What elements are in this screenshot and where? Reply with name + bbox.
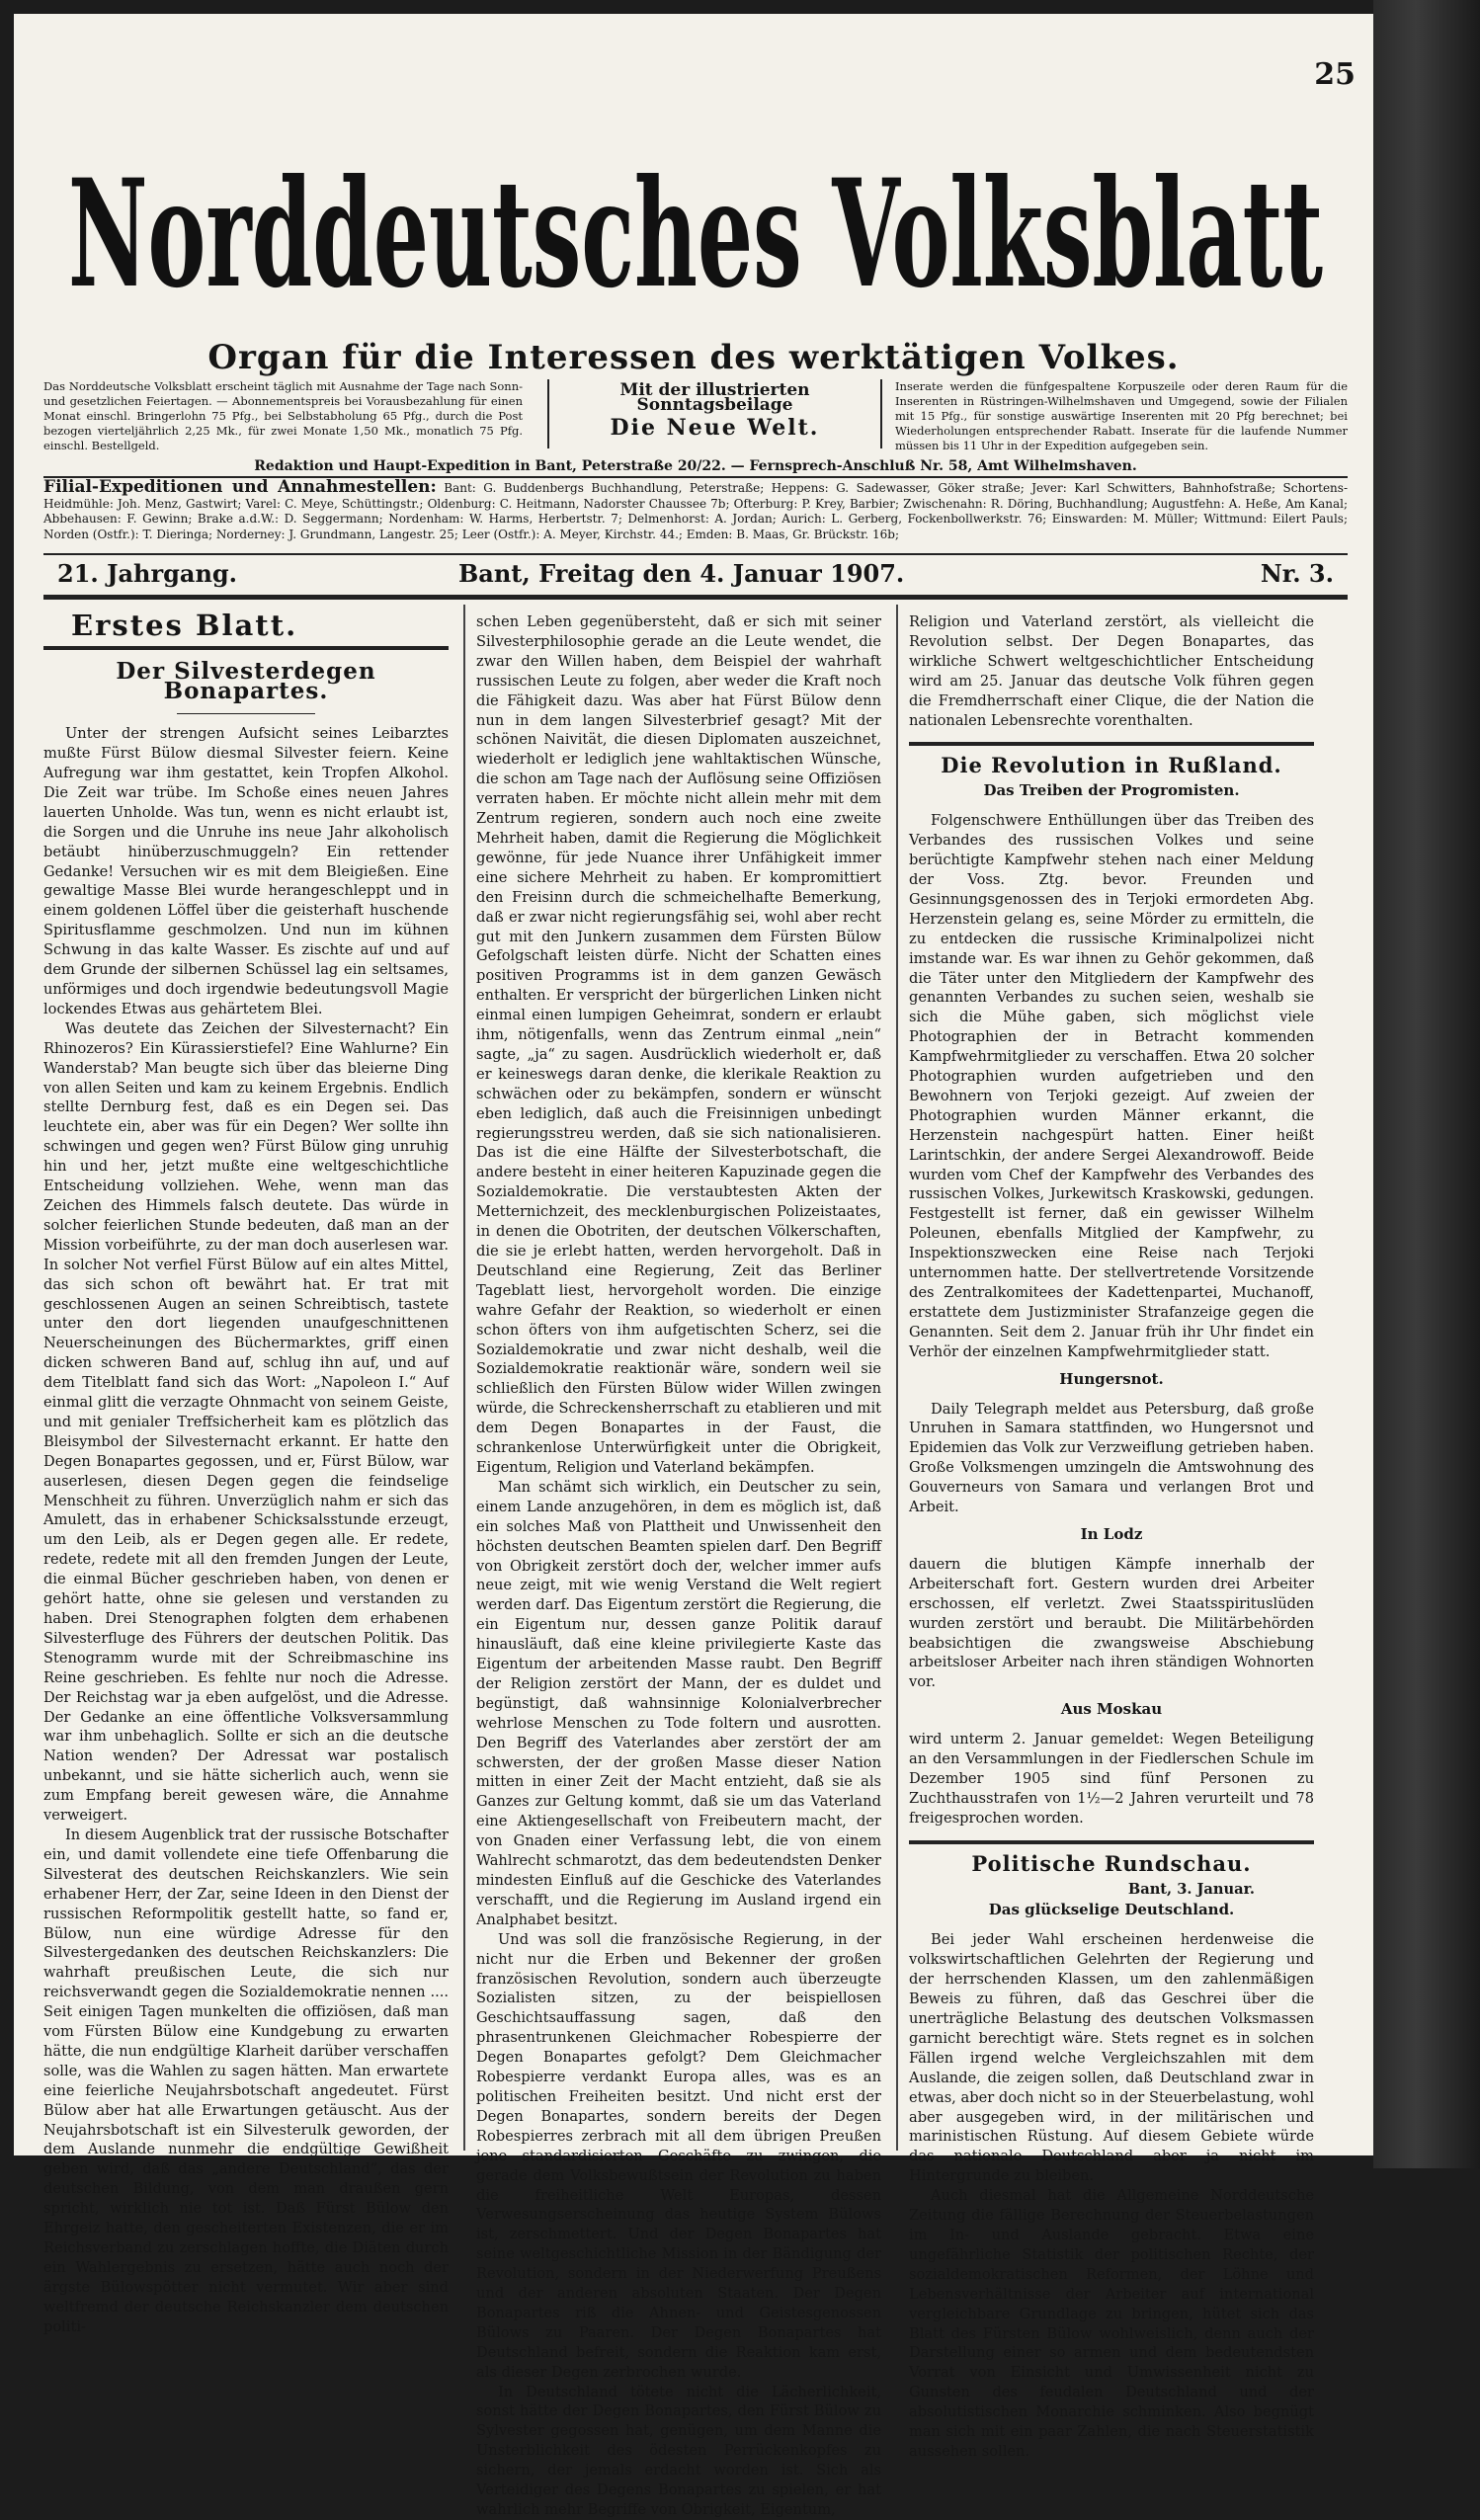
info-bar (43, 379, 1348, 484)
page-number: 25 (1314, 57, 1356, 92)
article-paragraph: dauern die blutigen Kämpfe innerhalb der Arbeiterschaft fort. Gestern wurden drei Arbeiter erschossen, elf verletzt. Zwei Staatsspirituslüden wurden zerstört und beraubt. Die Militärbehörden beabsichtigen die zwangsweise Abschiebung arbeitsloser Arbeiter nach ihren ständigen Wohnorten vor. (909, 1555, 1314, 1691)
section-title: Erstes Blatt. (71, 609, 298, 642)
divider-thick (43, 646, 449, 650)
article-paragraph: Daily Telegraph meldet aus Petersburg, daß große Unruhen in Samara stattfinden, wo Hungersnot und Epidemien das Volk zur Verzweiflung getrieben haben. Große Volksmengen umzingeln die Amtswohnung des Gouverneurs von Samara und verlangen Brot und Arbeit. (909, 1400, 1314, 1516)
sunday-supplement (547, 379, 882, 448)
article-paragraph: Auch diesmal hat die Allgemeine Norddeutsche Zeitung die fällige Berechnung der Steuerbelastungen im In- und Auslande gebracht. Etwa eine ungefährliche Statistik der politischen Rechte, der sozialdemokratischen Reformen, der Löhne und Lebensverhältnisse der Arbeiter auf international vergleichbare Grundlage zu bringen, hütet sich das Blatt des Fürsten Bülow wohlweislich, denn auch der Darstellung einer so armen und dem bedeutendsten Vorrat von Einsicht und Umwissenheit nicht zu Gunsten des feudalen Deutschland und der absolutistischen Monarchie schminken. Also begnügt man sich mit ein paar Zahlen, die nach Steuerstatistik aussehen sollen. (909, 2187, 1314, 2460)
column-3 (909, 612, 1314, 2460)
branch-offices (43, 477, 1349, 549)
article-paragraph: Folgenschwere Enthüllungen über das Treiben des Verbandes des russischen Volkes und seine berüchtigte Kampfwehr stehen nach einer Meldung der Voss. Ztg. bevor. Freunden und Gesinnungsgenossen des in Terjoki ermordeten Abg. Herzenstein gelang es, seine Mörder zu ermitteln, die zu entdecken die russische Kriminalpolizei nicht imstande war. Es war ihnen zu Gehör gekommen, daß die Täter unter den Mitgliedern der Kampfwehr des genannten Verbandes zu suchen seien, weshalb sie sich die Mühe gaben, sich möglichst viele Photographien der in Betracht kommenden Kampfwehrmitglieder zu verschaffen. Etwa 20 solcher Photographien wurden aufgetrieben und den Bewohnern von Terjoki gezeigt. Auf zweien der Photographien wurden Männer erkannt, die Herzenstein nachgespürt hatten. Einer heißt Larintschkin, der andere Sergei Alexandrowoff. Beide wurden vom Chef der Kampfwehr des Verbandes des russischen Volkes, Jurkewitsch Kraskowski, gedungen. Festgestellt ist ferner, daß ein gewisser Wilhelm Poleunen, ebenfalls Mitglied der Kampfwehr, zu Inspektionszwecken eine Reise nach Terjoki unternommen hatte. Der stellvertretende Vorsitzende des Zentralkomitees der Kadettenpartei, Muchanoff, erstattete dem Justizminister Strafanzeige gegen die Genannten. Seit dem 2. Januar früh ihr Uhr findet ein Verhör der einzelnen Kampfwehrmitglieder statt. (909, 812, 1314, 1360)
svg-text:Norddeutsches Volksblatt: Norddeutsches Volksblatt (68, 147, 1323, 321)
masthead-subtitle: Organ für die Interessen des werktätigen Volkes. (207, 338, 1180, 377)
article-subheadline: Das glückselige Deutschland. (988, 1901, 1235, 1919)
divider-box (909, 1840, 1314, 1844)
article-paragraph: In diesem Augenblick trat der russische Botschafter ein, und damit vollendete eine tiefe Offenbarung die Silvesterat des deutschen Reichskanzlers. Wie sein erhabener Herr, der Zar, seine Ideen in den Dienst der russischen Reformpolitik gestellt hatte, so fand er, Bülow, nun eine würdige Adresse für den Silvestergedanken des deutschen Reichskanzlers: Die wahrhaft preußischen Leute, die sich nur reichsverwandt gegen die Sozialdemokratie nennen .... Seit einigen Tagen munkelten die offiziösen, daß man vom Fürsten Bülow eine Kundgebung zu erwarten hätte, die nun endgültige Klarheit darüber verschaffen solle, was die Wahlen zu sagen hätten. Man erwartete eine feierliche Neujahrsbotschaft angedeutet. Fürst Bülow aber hat alle Erwartungen getäuscht. Aus der Neujahrsbotschaft ist ein Silvesterulk geworden, der dem Auslande nunmehr die endgültige Gewißheit geben wird, daß das „andere Deutschland“, das der deutschen Bildung, von dem man draußen gern spricht, wirklich nie tot ist. Daß Fürst Bülow den Ehrgeiz hatte, den gescheiterten Existenzen, die er im Reichsverband zu zerschlagen hoffte, die Diäten durch ein Wahlergebnis zu ersetzen, hätte auch noch der ärgste Bülowspötter nicht vermutet. Wir aber sind weltfremd der deutsche Reichskanzler dem deutschen politi- (43, 1826, 449, 2335)
issue-number: Nr. 3. (1260, 559, 1334, 588)
volume-label: 21. Jahrgang. (57, 559, 238, 588)
article-paragraph: Und was soll die französische Regierung, in der nicht nur die Erben und Bekenner der großen französischen Revolution, sondern auch überzeugte Sozialisten sitzen, zu der beispiellosen Geschichtsauffassung sagen, daß den phrasentrunkenen Gleichmacher Robespierre der Degen Bonapartes gefolgt? Dem Gleichmacher Robespierre verdankt Europa alles, was es an politischen Freiheiten besitzt. Und nicht erst der Degen Bonapartes, sondern bereits der Degen Robespierres zerbrach mit all dem übrigen Preußen jene standardisierten Geschäfte zu zwingen, die gerade dem Volksbewußtsein der Revolution zu haben die freiheitliche Welt Europas, dessen Verwesungserscheinung das heutige System Bülows ist, zerschmettert. Und der Degen Bonapartes hat seine weltgeschichtliche Mission in der Bändigung der Revolution, sondern in der Niederwerfung Preußens und der anderen absoluten Staaten. Der Degen Bonapartes riß die Ahnen- und Geistesgenossen Bülows zu Paaren. Der Degen Bonapartes hat Deutschland befreit, sondern die Reaktion kam erst, als dieser Degen zerbrochen wurde. (476, 1930, 881, 2381)
column-rule (463, 605, 465, 2151)
advertising-info: Inserate werden die fünfgespaltene Korpuszeile oder deren Raum für die Inserenten in Rüstringen-Wilhelmshaven und Umgegend, sowie der Filialen mit 15 Pfg., für sonstige auswärtige Inserenten mit 20 Pfg berechnet; bei Wiederholungen entsprechender Rabatt. Inserate für die laufende Nummer müssen bis 11 Uhr in der Expedition aufgegeben sein. (895, 379, 1348, 452)
article-headline: Die Revolution in Rußland. (941, 753, 1282, 778)
branch-offices-heading: Filial-Expeditionen und Annahmestellen: (43, 477, 437, 497)
column-2 (476, 612, 881, 2518)
article-paragraph: schen Leben gegenübersteht, daß er sich mit seiner Silvesterphilosophie gerade an die Leute wendet, die zwar den Willen haben, dem Beispiel der wahrhaft russischen Leute zu folgen, aber weder die Kraft noch die Fähigkeit dazu. Was aber hat Fürst Bülow denn nun in dem langen Silvesterbrief gesagt? Mit der schönen Naivität, die diesen Diplomaten auszeichnet, wiederholt er lediglich jene wahltaktischen Wünsche, die schon am Tage nach der Auflösung seine Offiziösen verraten haben. Er möchte nicht allein mehr mit dem Zentrum regieren, sondern auch noch eine zweite Mehrheit haben, damit die Regierung die Möglichkeit gewönne, für jede Nuance ihrer Unfähigkeit immer eine sichere Mehrheit zu haben. Er kompromittiert den Freisinn durch die schmeichelhafte Bemerkung, daß er zwar nicht regierungsfähig sei, wohl aber recht gut mit den Junkern zusammen dem Fürsten Bülow Gefolgschaft leisten dürfe. Nicht der Schatten eines positiven Programms ist in dem ganzen Gewäsch enthalten. Er verspricht der bürgerlichen Linken nicht einmal einen lumpigen Geheimrat, sondern er erlaubt ihm, nötigenfalls, wenn das Zentrum einmal „nein“ sagte, „ja“ zu sagen. Ausdrücklich wiederholt er, daß er keineswegs daran denke, die klerikale Reaktion zu schwächen oder zu bekämpfen, sondern er wünscht eben lediglich, daß auch die Freisinnigen unbedingt regierungsstreu werden, daß sie sich nationalisieren. Das ist die eine Hälfte der Silvesterbotschaft, die andere besteht in einer heiteren Kapuzinade gegen die Sozialdemokratie. Die verstaubtesten Akten der Metternichzeit, des mecklenburgischen Polizeistaates, in denen die Obotriten, der deutschen Völkerschaften, die sie je erlebt hatten, werden hervorgeholt. Daß in Deutschland eine Regierung, Zeit das Berliner Tageblatt liest, hervorgeholt worden. Die einzige wahre Gefahr der Reaktion, so wiederholt er einen schon öfters von ihm aufgetischten Scherz, sei die Sozialdemokratie und zwar nicht deshalb, weil die Sozialdemokratie reaktionär wäre, sondern weil sie schließlich den Fürsten Bülow wider Willen zwingen würde, die Schreckensherrschaft zu etablieren und mit dem Degen Bonapartes in der Faust, die schrankenlose Unterwürfigkeit unter die Obrigkeit, Eigentum, Religion und Vaterland bekämpfen. (476, 613, 881, 1476)
binding-spine (1373, 0, 1480, 2168)
column-rule (896, 605, 898, 2151)
supplement-line: Mit der illustrierten Sonntagsbeilage (619, 380, 810, 415)
divider-box (909, 742, 1314, 746)
article-paragraph: Man schämt sich wirklich, ein Deutscher zu sein, einem Lande anzugehören, in dem es möglich ist, daß ein solches Maß von Plattheit und Unwissenheit den höchsten deutschen Beamten spielen darf. Den Begriff von Obrigkeit zerstört doch der, welcher immer aufs neue zeigt, mit wie wenig Verstand die Welt regiert werden darf. Das Eigentum zerstört die Regierung, die ein Eigentum nur, dessen ganze Politik darauf hinausläuft, daß eine kleine privilegierte Kaste das Eigentum der arbeitenden Masse raubt. Den Begriff der Religion zerstört der Mann, der es duldet und begünstigt, daß wahnsinnige Kolonialverbrecher wehrlose Menschen zu Tode foltern und ausrotten. Den Begriff des Vaterlandes aber zerstört der am schwersten, der der großen Masse dieser Nation mitten in einer Zeit der Macht entzieht, daß sie als Ganzes zur Geltung kommt, daß sie um das Vaterland eine Aktiengesellschaft von Freibeutern macht, der von Gnaden einer Verfassung lebt, die von einem Wahlrecht schmarotzt, das dem bedeutendsten Denker mindesten Einfluß auf die Geschicke des Vaterlandes verschafft, und die Regierung im Ausland irgend ein Analphabet besitzt. (476, 1478, 881, 1928)
article-paragraph: In Deutschland tötete nicht die Lächerlichkeit, sonst hätte der Degen Bonapartes, den Fürst Bülow zu Sylvester gegossen hat, genügen, um dem Manne die Unsterblichkeit des ödesten Perrückenkopfes zu sichern, der jemals erdacht worden ist. Sich als Verteidiger des Degens Bonapartes zu spielen, er hat wahrlich mehr Begriffe von Obrigkeit, Eigentum, (476, 2383, 881, 2518)
divider-thick (43, 595, 1348, 600)
article-paragraph: wird unterm 2. Januar gemeldet: Wegen Beteiligung an den Versammlungen in der Fiedlerschen Schule im Dezember 1905 sind fünf Personen zu Zuchthausstrafen von 1½—2 Jahren verurteilt und 78 freigesprochen worden. (909, 1731, 1314, 1827)
divider (43, 553, 1348, 555)
editorial-address: Redaktion und Haupt-Expedition in Bant, Peterstraße 20/22. — Fernsprech-Anschluß Nr. 58, Amt Wilhelmshaven. (254, 458, 1137, 474)
masthead-title (53, 103, 1338, 340)
article-headline: Der Silvesterdegen Bonapartes. (116, 657, 376, 704)
column-1 (43, 609, 449, 2335)
article-headline: Politische Rundschau. (971, 1850, 1252, 1876)
issue-date: Bant, Freitag den 4. Januar 1907. (458, 559, 905, 588)
subscription-info: Das Norddeutsche Volksblatt erscheint täglich mit Ausnahme der Tage nach Sonn- und gesetzlichen Feiertagen. — Abonnementspreis bei Vorausbezahlung für einen Monat einschl. Bringerlohn 75 Pfg., bei Selbstabholung 65 Pfg., durch die Post bezogen vierteljährlich 2,25 Mk., für zwei Monate 1,50 Mk., monatlich 75 Pfg. einschl. Bestellgeld. (43, 379, 523, 452)
article-paragraph: Religion und Vaterland zerstört, als vielleicht die Revolution selbst. Der Degen Bonapartes, das wirkliche Schwert weltgeschichtlicher Entscheidung wird am 25. Januar das deutsche Volk führen gegen die Fremdherrschaft einer Clique, die der Nation die nationalen Lebensrechte vorenthalten. (909, 613, 1314, 729)
article-dateline: Bant, 3. Januar. (1127, 1880, 1255, 1898)
dateline (43, 559, 1348, 593)
divider (177, 713, 315, 715)
news-heading: Aus Moskau (1060, 1700, 1163, 1719)
supplement-title: Die Neue Welt. (610, 415, 820, 441)
branch-offices-list: Bant: G. Buddenbergs Buchhandlung, Peterstraße; Heppens: G. Sadewasser, Göker straße; Jever: Karl Schwitters, Bahnhofstraße; Schortens-Heidmühle: Joh. Menz, Gastwirt; Varel: C. Meye, Schüttingstr.; Oldenburg: C. Heitmann, Nadorster Chaussee 7b; Ofterburg: P. Krey, Barbier; Zwischenahn: R. Döring, Buchhandlung; Augustfehn: A. Heße, Am Kanal; Abbehausen: F. Gewinn; Brake a.d.W.: D. Seggermann; Nordenham: W. Harms, Herbertstr. 7; Delmenhorst: A. Jordan; Aurich: L. Gerberg, Fockenbollwerkstr. 76; Einswarden: M. Müller; Wittmund: Eilert Pauls; Norden (Ostfr.): T. Dieringa; Norderney: J. Grundmann, Langestr. 25; Leer (Ostfr.): A. Meyer, Kirchstr. 44.; Emden: B. Maas, Gr. Brückstr. 16b; (43, 481, 1349, 541)
news-heading: In Lodz (1080, 1524, 1143, 1543)
article-paragraph: Bei jeder Wahl erscheinen herdenweise die volkswirtschaftlichen Gelehrten der Regierung und der herrschenden Klassen, um den zahlenmäßigen Beweis zu führen, daß das Geschrei über die unerträgliche Belastung des deutschen Volksmassen garnicht berechtigt wäre. Stets regnet es in solchen Fällen irgend welche Vergleichszahlen mit dem Auslande, die zeigen sollen, daß Deutschland zwar in etwas, aber doch nicht so in der Steuerbelastung, wohl aber ausgegeben wird, in der militärischen und marinistischen Rüstung. Auf diesem Gebiete würde das nationale Deutschland aber ja nicht im Hintergrunde zu bleiben. (909, 1931, 1314, 2185)
masthead (53, 103, 1338, 340)
news-heading: Hungersnot. (1059, 1369, 1164, 1388)
article-paragraph: Unter der strengen Aufsicht seines Leibarztes mußte Fürst Bülow diesmal Silvester feiern. Keine Aufregung war ihm gestattet, kein Tropfen Alkohol. Die Zeit war trübe. Im Schoße eines neuen Jahres lauerten Unholde. Was tun, wenn es nicht erlaubt ist, die Sorgen und die Unruhe ins neue Jahr alkoholisch betäubt hinüberzuschmuggeln? Ein rettender Gedanke! Versuchen wir es mit dem Bleigießen. Eine gewaltige Masse Blei wurde herangeschleppt und in einem goldenen Löffel über die geisterhaft huschende Spiritusflamme geschmolzen. Und nun im kühnen Schwung in das kalte Wasser. Es zischte auf und auf dem Grunde der silbernen Schüssel lag ein seltsames, unförmiges und doch irgendwie bedeutungsvoll Magie lockendes Etwas aus gehärtetem Blei. (43, 725, 449, 1017)
article-paragraph: Was deutete das Zeichen der Silvesternacht? Ein Rhinozeros? Ein Kürassierstiefel? Eine Wahlurne? Ein Wanderstab? Man beugte sich über das bleierne Ding von allen Seiten und kam zu keinem Ergebnis. Endlich stellte Dernburg fest, daß es ein Degen sei. Das leuchtete ein, aber was für ein Degen? Wer sollte ihn schwingen und gegen wen? Fürst Bülow ging unruhig hin und her, jetzt mußte eine weltgeschichtliche Entscheidung vollziehen. Wehe, wenn man das Zeichen des Himmels falsch deutete. Das würde in solcher feierlichen Stunde bedeuten, daß man an der Mission vorbeiführte, zu der man doch auserlesen war. In solcher Not verfiel Fürst Bülow auf ein altes Mittel, das sich schon oft bewährt hat. Er trat mit geschlossenen Augen an seinen Schreibtisch, tastete unter den dort liegenden unaufgeschnittenen Neuerscheinungen des Büchermarktes, griff einen dicken schweren Band auf, schlug ihn auf, und auf dem Titelblatt fand sich das Wort: „Napoleon I.“ Auf einmal glitt die verzagte Ohnmacht von seinem Geiste, und mit genialer Treffsicherheit kam es plötzlich das Bleisymbol der Silvesternacht erkannt. Er hatte den Degen Bonapartes gegossen, und er, Fürst Bülow, war auserlesen, diesen Degen gegen die feindselige Menschheit zu führen. Unverzüglich nahm er sich das Amulett, das in erhabener Schicksalsstunde erzeugt, um den Leib, als er Degen gegen alle. Er redete, redete, redete mit all den fremden Jungen der Leute, die einmal Bücher geschrieben haben, von denen er gehört hatte, ohne sie gelesen und verstanden zu haben. Drei Stenographen folgten dem erhabenen Silvesterfluge des Führers der deutschen Politik. Das Stenogramm wurde mit der Schreibmaschine ins Reine geschrieben. Es fehlte nur noch die Adresse. Der Reichstag war ja eben aufgelöst, und die Adresse. Der Gedanke an eine öffentliche Volksversammlung war ihm unbehaglich. Sollte er sich an die deutsche Nation wenden? Der Adressat war postalisch unbekannt, und sie hätte sicherlich auch, wenn sie zum Empfang bereit gewesen wäre, die Annahme verweigert. (43, 1019, 449, 1825)
article-subheadline: Das Treiben der Progromisten. (983, 781, 1240, 800)
newspaper-page (14, 14, 1373, 2518)
